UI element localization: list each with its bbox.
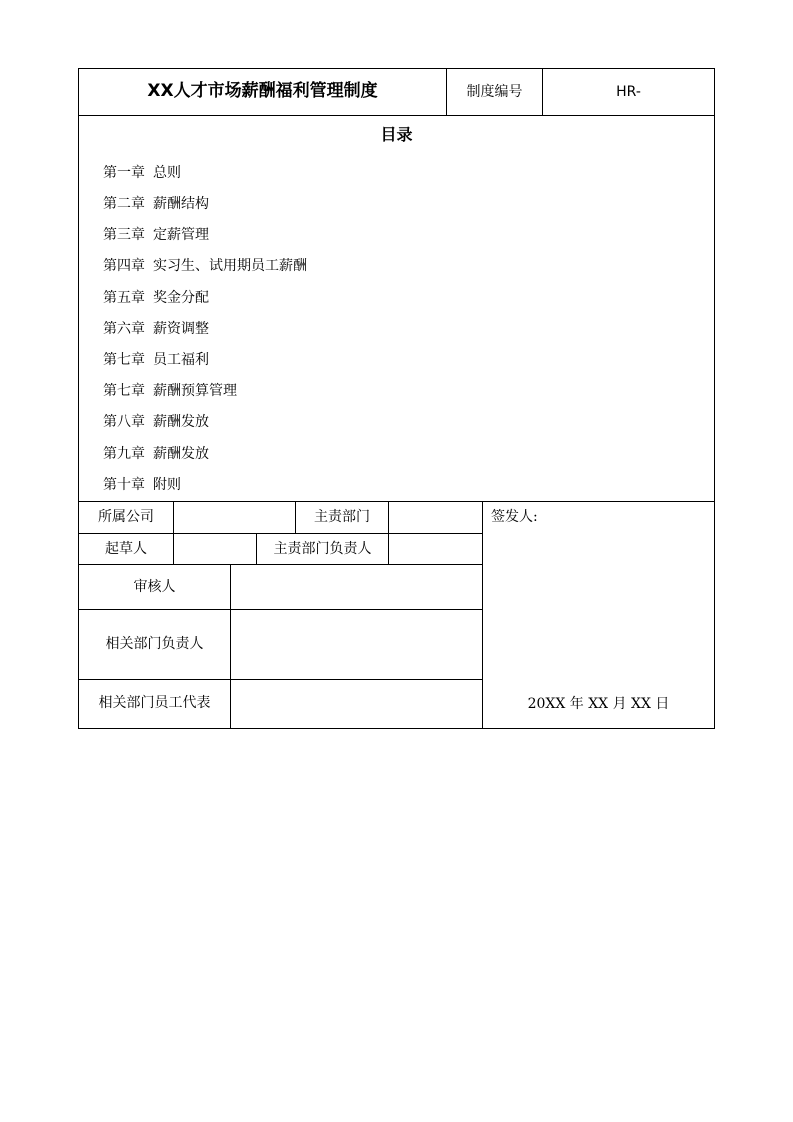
toc-chapter-name: 附则	[153, 477, 181, 493]
drafter-field[interactable]	[174, 534, 256, 564]
toc-item	[103, 320, 209, 338]
toc-chapter: 第六章	[103, 321, 145, 337]
related-rep-field[interactable]	[231, 680, 482, 728]
table-border-right	[714, 68, 715, 729]
table-border-bottom	[78, 728, 715, 729]
signer-label: 签发人:	[491, 509, 538, 525]
related-head-field[interactable]	[231, 610, 482, 679]
drafter-label: 起草人	[105, 541, 147, 557]
table-border-top	[78, 68, 715, 69]
toc-chapter: 第七章	[103, 383, 145, 399]
toc-chapter-name: 薪酬发放	[153, 414, 209, 430]
doc-number-label: 制度编号	[466, 84, 523, 100]
toc-chapter-name: 薪酬结构	[153, 196, 209, 212]
toc-item	[103, 195, 209, 213]
dept-field[interactable]	[389, 502, 482, 533]
reviewer-field[interactable]	[231, 565, 482, 609]
dept-label: 主责部门	[314, 509, 370, 525]
toc-chapter-name: 定薪管理	[153, 227, 209, 243]
toc-title: 目录	[380, 125, 413, 144]
toc-chapter-name: 奖金分配	[153, 290, 209, 306]
sign-date: 20XX 年 XX 月 XX 日	[527, 696, 670, 712]
toc-chapter-name: 实习生、试用期员工薪酬	[153, 258, 307, 274]
toc-item	[103, 445, 209, 463]
related-rep-label: 相关部门员工代表	[98, 695, 211, 711]
toc-chapter: 第一章	[103, 165, 145, 181]
toc-chapter: 第三章	[103, 227, 145, 243]
toc-item	[103, 226, 209, 244]
toc-item	[103, 476, 181, 494]
toc-chapter-name: 薪酬发放	[153, 446, 209, 462]
toc-chapter-name: 总则	[153, 165, 181, 181]
toc-item	[103, 382, 237, 400]
toc-chapter-name: 薪酬预算管理	[153, 383, 237, 399]
company-field[interactable]	[174, 502, 295, 533]
document-title: XX人才市场薪酬福利管理制度	[147, 81, 378, 101]
related-head-label: 相关部门负责人	[105, 636, 204, 652]
toc-chapter: 第四章	[103, 258, 145, 274]
toc-item	[103, 413, 209, 431]
toc-chapter: 第五章	[103, 290, 145, 306]
dept-head-field[interactable]	[389, 534, 482, 564]
toc-chapter-name: 薪资调整	[153, 321, 209, 337]
toc-chapter-name: 员工福利	[153, 352, 209, 368]
table-border-left	[78, 68, 79, 729]
toc-chapter: 第八章	[103, 414, 145, 430]
company-label: 所属公司	[98, 509, 154, 525]
toc-chapter: 第七章	[103, 352, 145, 368]
divider	[78, 115, 715, 116]
dept-head-label: 主责部门负责人	[273, 541, 372, 557]
toc-chapter: 第九章	[103, 446, 145, 462]
toc-chapter: 第十章	[103, 477, 145, 493]
toc-item	[103, 164, 181, 182]
doc-number-value: HR-	[616, 84, 641, 100]
toc-chapter: 第二章	[103, 196, 145, 212]
reviewer-label: 审核人	[133, 579, 176, 595]
toc-item	[103, 289, 209, 307]
toc-item	[103, 351, 209, 369]
toc-item	[103, 257, 307, 275]
